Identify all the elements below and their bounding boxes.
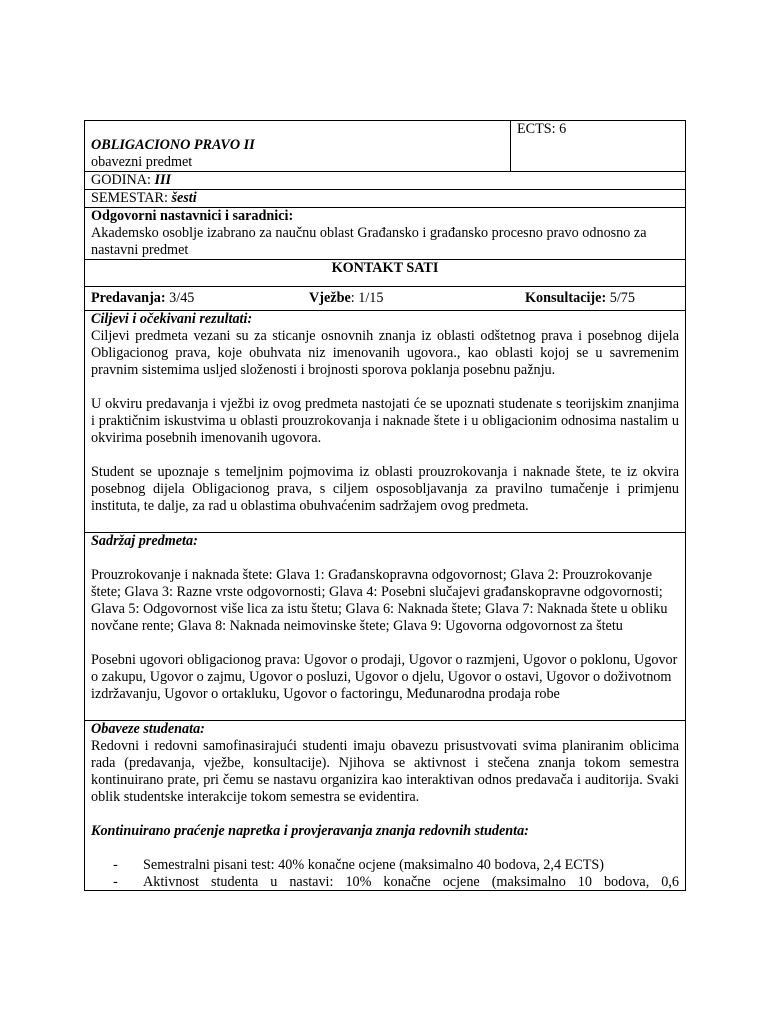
consultations-item	[525, 290, 635, 307]
semester-row	[85, 190, 686, 208]
list-item	[113, 857, 679, 874]
contact-hours-cell	[85, 287, 686, 311]
lectures-item	[91, 290, 309, 307]
consultations-value: 5/75	[609, 290, 635, 306]
contact-heading: KONTAKT SATI	[85, 260, 686, 287]
list-item-text: Semestralni pisani test: 40% konačne ocjene (maksimalno 40 bodova, 2,4 ECTS)	[143, 857, 604, 873]
list-item	[113, 874, 679, 890]
list-item-text: Aktivnost studenta u nastavi: 10% konačne ocjene (maksimalno 10 bodova, 0,6	[143, 874, 679, 890]
lectures-label: Predavanja:	[91, 290, 166, 306]
obligations-heading: Obaveze studenata:	[91, 721, 205, 737]
year-label: GODINA:	[91, 172, 151, 188]
goals-paragraph-1: Ciljevi predmeta vezani su za sticanje osnovnih znanja iz oblasti odštetnog prava i posebnog dijela Obligacionog prava, koje obuhvata niz imenovanih ugovora., kao oblasti kojoj se u savremenim pravnim sistemima usljed složenosti i brojnosti sporova poklanja posebnu pažnju.	[91, 328, 679, 378]
content-row	[85, 533, 686, 721]
goals-heading: Ciljevi i očekivani rezultati:	[91, 311, 253, 327]
content-heading: Sadržaj predmeta:	[91, 533, 198, 549]
contact-hours-row	[85, 287, 686, 311]
obligations-row	[85, 721, 686, 891]
exercises-value: : 1/15	[350, 290, 384, 306]
course-syllabus	[84, 120, 685, 891]
title-cell	[85, 121, 511, 172]
monitoring-subheading: Kontinuirano praćenje napretka i provjeravanja znanja redovnih studenta:	[91, 823, 529, 839]
goals-row	[85, 311, 686, 533]
content-paragraph-1: Prouzrokovanje i naknada štete: Glava 1: Građanskopravna odgovornost; Glava 2: Prouzrokovanje štete; Glava 3: Razne vrste odgovornosti; Glava 4: Posebni slučajevi građanskopravne odgovornosti; Glava 5: Odgovornost više lica za istu štetu; Glava 6: Naknada štete; Glava 7: Naknada štete u obliku novčane rente; Glava 8: Naknada neimovinske štete; Glava 9: Ugovorna odgovornost za štetu	[91, 567, 668, 634]
year-value: III	[154, 172, 172, 188]
exercises-label: Vježbe	[309, 290, 351, 306]
staff-row	[85, 208, 686, 260]
staff-heading: Odgovorni nastavnici i saradnici:	[91, 208, 294, 224]
bullet-dash: -	[113, 857, 118, 873]
ects-value: ECTS: 6	[517, 121, 567, 137]
course-title: OBLIGACIONO PRAVO II	[91, 137, 255, 153]
content-cell	[85, 533, 686, 721]
assessment-list	[91, 857, 679, 890]
course-type: obavezni predmet	[91, 154, 193, 170]
exercises-item	[309, 290, 525, 307]
year-row	[85, 172, 686, 190]
content-paragraph-2: Posebni ugovori obligacionog prava: Ugovor o prodaji, Ugovor o razmjeni, Ugovor o poklonu, Ugovor o zakupu, Ugovor o zajmu, Ugovor o posluzi, Ugovor o djelu, Ugovor o ostavi, Ugovor o doživotnom izdržavanju, Ugovor o ortakluku, Ugovor o factoringu, Međunarodna prodaja robe	[91, 652, 678, 702]
goals-paragraph-3: Student se upoznaje s temeljnim pojmovima iz oblasti prouzrokovanja i naknade štete, te iz okvira posebnog dijela Obligacionog prava, s ciljem osposobljavanja za pravilno tumačenje i primjenu instituta, te dalje, za rad u oblastima obuhvaćenim sadržajem ovog predmeta.	[91, 464, 679, 514]
title-row	[85, 121, 686, 172]
semester-value: šesti	[171, 190, 197, 206]
contact-heading-row	[85, 260, 686, 287]
obligations-cell	[85, 721, 686, 891]
bullet-dash: -	[113, 874, 118, 890]
syllabus-table	[84, 120, 686, 891]
staff-cell	[85, 208, 686, 260]
semester-cell	[85, 190, 686, 208]
year-cell	[85, 172, 686, 190]
staff-text: Akademsko osoblje izabrano za naučnu oblast Građansko i građansko procesno pravo odnosno za nastavni predmet	[91, 225, 647, 258]
obligations-paragraph: Redovni i redovni samofinasirajući studenti imaju obavezu prisustvovati svima planiranim oblicima rada (predavanja, vježbe, konsultacije). Njihova se aktivnost i stečena znanja tokom semestra kontinuirano prate, pri čemu se nastavu organizira kao interaktivan odnos predavača i auditorija. Svaki oblik studentske interakcije tokom semestra se evidentira.	[91, 738, 679, 805]
lectures-value: 3/45	[169, 290, 195, 306]
goals-cell	[85, 311, 686, 533]
semester-label: SEMESTAR:	[91, 190, 168, 206]
goals-paragraph-2: U okviru predavanja i vježbi iz ovog predmeta nastojati će se upoznati studenate s teorijskim znanjima i praktičnim iskustvima u oblasti prouzrokovanja i naknade štete i u obligacionim odnosima nastalim u okvirima posebnih imenovanih ugovora.	[91, 396, 679, 446]
ects-cell	[511, 121, 686, 172]
consultations-label: Konsultacije:	[525, 290, 607, 306]
